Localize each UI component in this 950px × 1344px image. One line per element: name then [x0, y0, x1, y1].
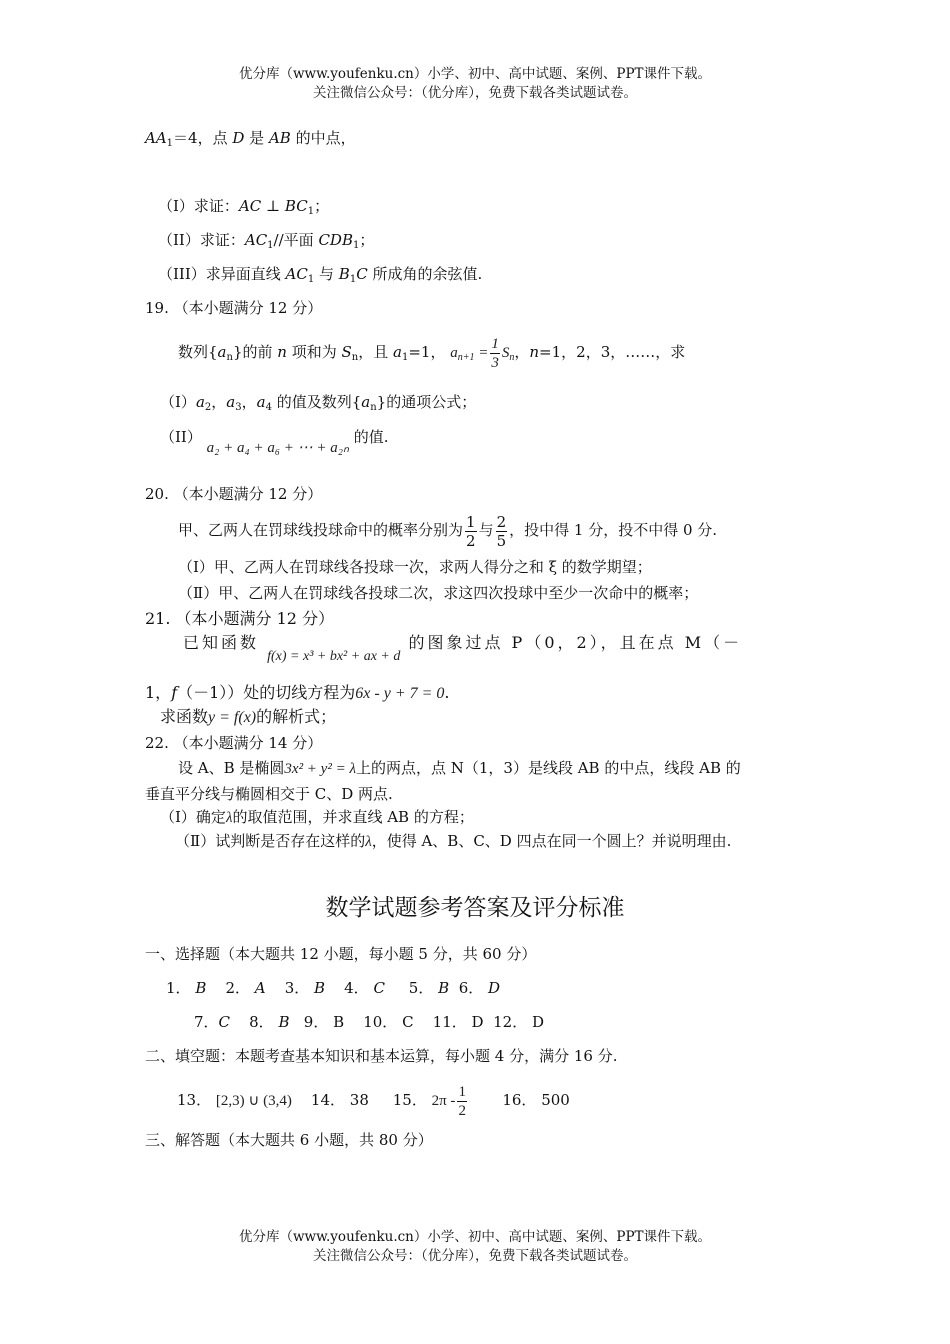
fraction-two-fifths: $\frac{2}{5}$ — [496, 512, 507, 550]
q21-tangent-formula: 6x - y + 7 = 0 — [355, 685, 445, 702]
choice-answer: 7．C — [194, 1013, 231, 1031]
q22-part-2: （Ⅱ）试判断是否存在这样的λ，使得 A、B、C、D 四点在同一个圆上？并说明理由. — [175, 832, 732, 850]
q18-condition: $AA_1=4$，点 D 是 AB 的中点， — [145, 129, 356, 149]
choice-answer: 11． D — [432, 1013, 484, 1031]
q21-yfx-formula: y = f(x) — [208, 709, 257, 726]
q21-line-2: 1，f（－1））处的切线方程为6x - y + 7 = 0. — [145, 683, 450, 702]
q22-part-1: （Ⅰ）确定λ的取值范围，并求直线 AB 的方程； — [160, 808, 474, 826]
footer-line-2: 关注微信公众号：（优分库），免费下载各类试题试卷。 — [313, 1248, 637, 1264]
q18-part-2: （II）求证：$AC_1//$平面 $CDB_1$； — [158, 231, 375, 251]
q20-stem: 甲、乙两人在罚球线投球命中的概率分别为 $\frac{1}{2}$ 与 $\frac{2}{5}$ ，投中得 1 分，投不中得 0 分. — [178, 512, 718, 550]
q22-heading: 22. （本小题满分 14 分） — [145, 734, 323, 752]
fraction-one-third: $\frac{1}{3}$ — [491, 336, 499, 372]
choice-answer: 5． B — [408, 979, 450, 997]
choice-answer: 9． B — [303, 1013, 345, 1031]
choice-answer: 12． D — [493, 1013, 545, 1031]
choice-answer: 8． B — [249, 1013, 290, 1031]
answer-13: [2,3) ∪ (3,4) — [215, 1093, 292, 1109]
choice-answer: 6． D — [458, 979, 501, 997]
q19-recurrence-formula: $a_{n+1}$ = $\frac{1}{3}$ $S_n$ — [450, 336, 515, 372]
q21-function-formula: f(x) = x³ + bx² + ax + d — [267, 649, 401, 664]
choice-answer: 2． A — [225, 979, 266, 997]
answers-title: 数学试题参考答案及评分标准 — [325, 895, 625, 921]
q20-part-1: （Ⅰ）甲、乙两人在罚球线各投球一次，求两人得分之和 ξ 的数学期望； — [178, 558, 652, 576]
q22-stem: 设 A、B 是椭圆3x² + y² = λ上的两点，点 N（1，3）是线段 AB 的中点，线段 AB 的 — [178, 759, 741, 777]
answer-16: 500 — [541, 1091, 570, 1109]
q22-line-2: 垂直平分线与椭圆相交于 C、D 两点. — [145, 785, 393, 803]
q21-stem: 已知函数 f(x) = x³ + bx² + ax + d 的图象过点 P（0，2），且在点 M（－ — [183, 633, 743, 664]
q20-heading: 20. （本小题满分 12 分） — [145, 485, 323, 503]
choice-answer: 10． C — [363, 1013, 414, 1031]
q21-line-3: 求函数y = f(x)的解析式； — [160, 707, 337, 726]
q18-part-3: （III）求异面直线 $AC_1$ 与 $B_1C$ 所成角的余弦值. — [158, 265, 483, 285]
footer-line-1: 优分库（www.youfenku.cn）小学、初中、高中试题、案例、PPT课件下载。 — [238, 1229, 712, 1245]
q21-heading: 21. （本小题满分 12 分） — [145, 609, 335, 628]
q22-ellipse-formula: 3x² + y² = λ — [284, 761, 356, 777]
q19-part-2: （II） a₂ + a₄ + a₆ + ⋯ + a₂ₙ 的值. — [160, 428, 389, 456]
q19-part-1: $(I)a_2$，$a_3$，$a_4$ 的值及数列$\{a_n\}$的通项公式； — [160, 393, 477, 413]
choice-answer: 3． B — [284, 979, 326, 997]
q19-heading: 19. （本小题满分 12 分） — [145, 299, 323, 317]
answer-15: 2π - $\frac{1}{2}$ — [431, 1084, 466, 1120]
answer-14: 38 — [349, 1091, 369, 1109]
choice-answers-row-2 — [194, 1012, 544, 1032]
q20-part-2: （Ⅱ）甲、乙两人在罚球线各投球二次，求这四次投球中至少一次命中的概率； — [178, 584, 699, 602]
header-line-2: 关注微信公众号：（优分库），免费下载各类试题试卷。 — [313, 85, 637, 101]
choice-answer: 4． C — [344, 979, 385, 997]
answers-section-1: 一、选择题（本大题共 12 小题，每小题 5 分，共 60 分） — [145, 945, 537, 963]
q19-sum-formula: a₂ + a₄ + a₆ + ⋯ + a₂ₙ — [206, 440, 349, 456]
q18-part-1: （I）求证：AC ⊥ $BC_1$； — [158, 197, 330, 217]
fraction-one-half: $\frac{1}{2}$ — [458, 1084, 466, 1120]
choice-answers-row-1 — [166, 978, 500, 998]
q19-stem: 数列$\{a_n\}$的前 n 项和为 $S_n$，且 $a_1=1$， $a_{n+1}$ = $\frac{1}{3}$ $S_n$，n=1，2，3，……，求 — [178, 336, 686, 372]
answers-section-2: 二、填空题：本题考查基本知识和基本运算，每小题 4 分，满分 16 分. — [145, 1047, 618, 1065]
header-line-1: 优分库（www.youfenku.cn）小学、初中、高中试题、案例、PPT课件下载。 — [238, 66, 712, 82]
choice-answer: 1． B — [166, 979, 207, 997]
answers-section-3: 三、解答题（本大题共 6 小题，共 80 分） — [145, 1131, 433, 1149]
fraction-one-half: $\frac{1}{2}$ — [466, 512, 476, 550]
fill-answers-row: 13． [2,3) ∪ (3,4) 14． 38 15． 2π - $\frac{1}{2}$ 16． 500 — [177, 1084, 570, 1120]
